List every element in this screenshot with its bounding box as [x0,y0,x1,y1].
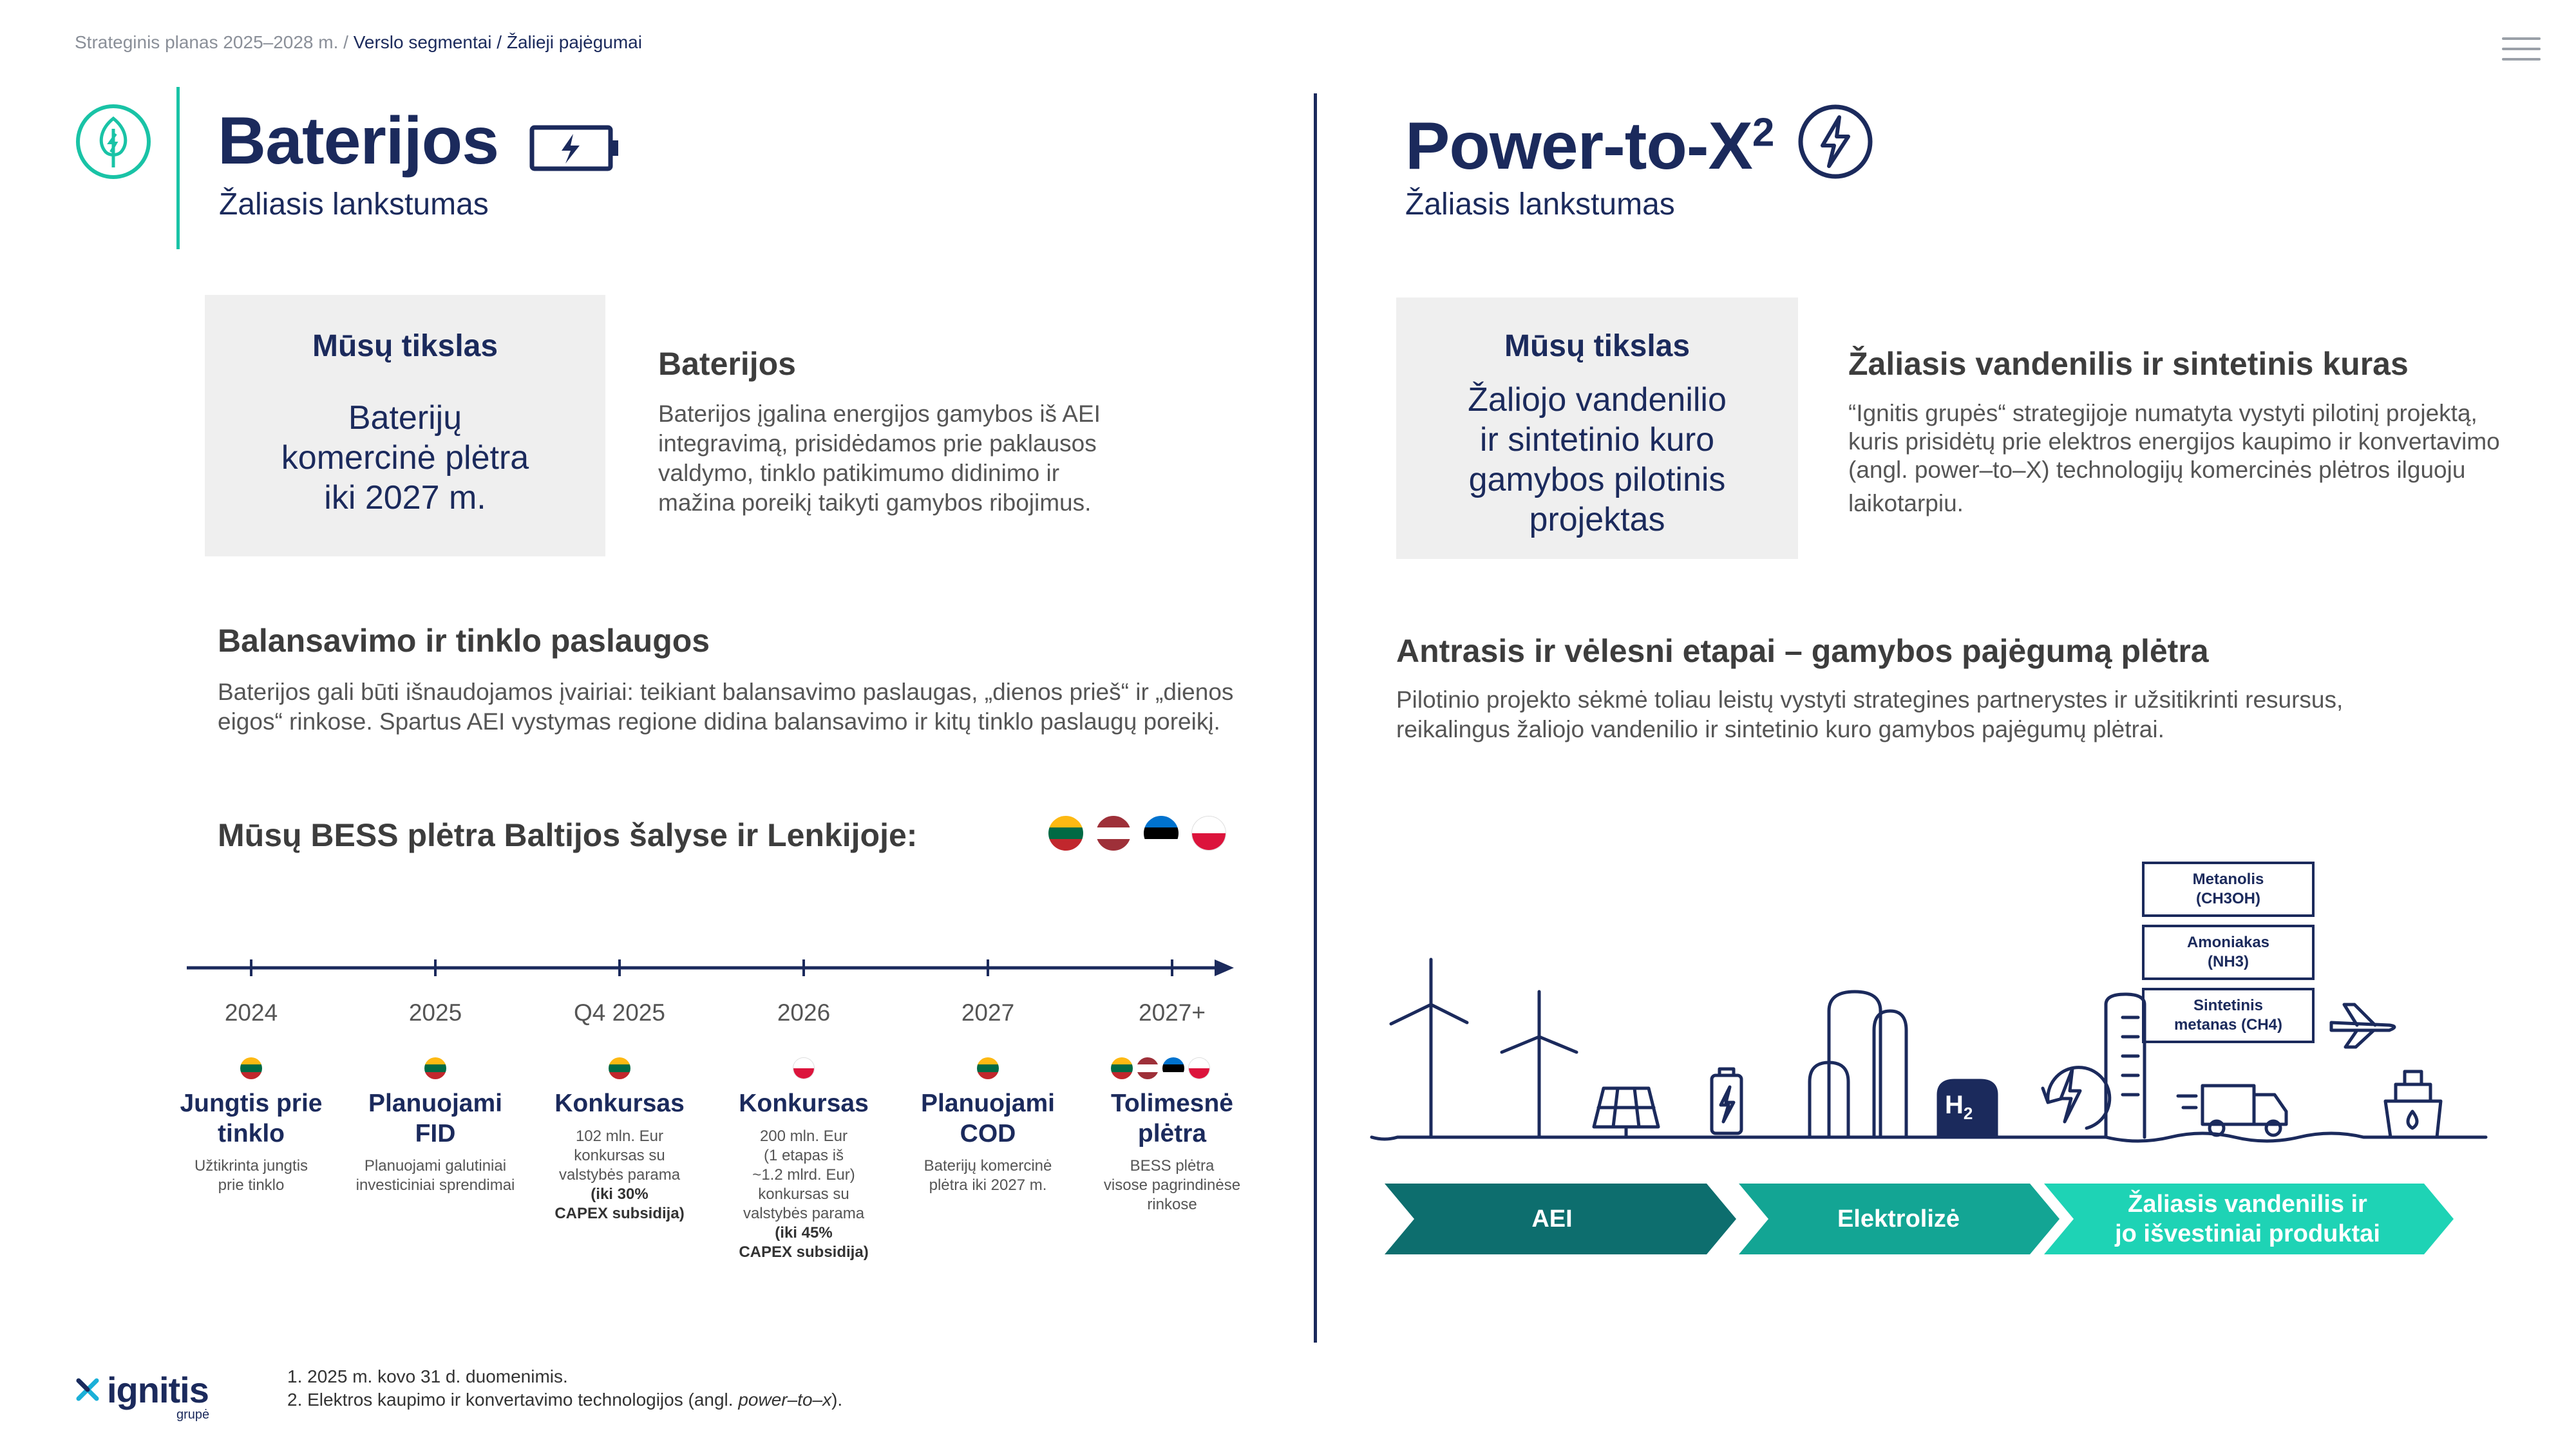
flag-lithuania-small [609,1057,630,1079]
timeline-title: Konkursas [554,1090,685,1117]
battery-icon [529,122,621,174]
flag-poland-small [793,1057,815,1079]
product-methanol: Metanolis (CH3OH) [2142,862,2315,917]
timeline-title: Jungtis prie tinklo [180,1090,323,1147]
logo-sub: grupė [176,1408,210,1422]
flag-poland-small [1188,1057,1210,1079]
timeline-year: 2025 [408,999,462,1026]
footnote-1: 1. 2025 m. kovo 31 d. duomenimis. [287,1366,568,1386]
flag-lithuania [1048,816,1083,851]
flag-estonia [1144,816,1179,851]
timeline-year: 2026 [777,999,831,1026]
bess-title: Mūsų BESS plėtra Baltijos šalyse ir Lenkijoje: [218,817,918,853]
page-title-power-to-x: Power-$to-X^2$ [1405,109,1774,184]
process-step-green-hydrogen: Žaliasis vandenilis ir jo išvestiniai produktai [2115,1191,2380,1247]
left-goal-title: Mūsų tikslas [312,329,498,363]
logo-wordmark: ignitis [107,1370,209,1410]
left-intro-text: Baterijos įgalina energijos gamybos iš AEI integravimą, prisidėdamos prie paklausos valdymo, tinklo patikimumo didinimo ir mažina poreikį taikyti gamybos ribojimus. [658,401,1101,516]
flag-latvia-small [1137,1057,1159,1079]
leaf-icon [75,103,152,180]
right-subtitle: Žaliasis lankstumas [1405,187,1675,222]
timeline-title: Planuojami FID [368,1090,503,1147]
product-synthetic-methane: Sintetinis metanas (CH4) [2142,988,2315,1043]
right-goal-box [1396,297,1798,559]
logo-mark-icon [75,1377,100,1402]
breadcrumb-root[interactable]: Strateginis planas 2025–2028 m. / [75,32,348,52]
flag-lithuania-small [1111,1057,1133,1079]
stage-text: Pilotinio projekto sėkmė toliau leistų vystyti strategines partnerystes ir užsitikrinti resursus, reikalingus žaliojo vandenilio ir sintetinio kuro gamybos pajėgumų plėtrai. [1396,686,2344,742]
product-ammonia: Amoniakas (NH3) [2142,925,2315,980]
breadcrumb-current: Verslo segmentai / Žalieji pajėgumai [353,32,642,52]
h2-label: $H_2$ [1945,1091,1973,1123]
left-subtitle: Žaliasis lankstumas [219,187,489,222]
timeline-year: Q4 2025 [574,999,665,1026]
timeline-title: Tolimesnė plėtra [1111,1090,1233,1147]
timeline-axis [187,952,1234,984]
right-goal-title: Mūsų tikslas [1504,329,1690,363]
flag-latvia [1096,816,1131,851]
right-goal-text: Žaliojo vandenilio ir sintetinio kuro gamybos pilotinis projektas [1468,381,1727,538]
balance-text: Baterijos gali būti išnaudojamos įvairiai: teikiant balansavimo paslaugas, „dienos prieš“ ir „dienos eigos“ rinkose. Spartus AEI vystymas regione didina balansavimo ir kitų tinklo paslaugų poreikį. [218,679,1234,735]
stage-title: Antrasis ir vėlesni etapai – gamybos pajėgumą plėtra [1396,633,2209,669]
balance-title: Balansavimo ir tinklo paslaugos [218,623,710,659]
timeline-year: 2024 [224,999,278,1026]
power-to-x-illustration [1365,953,2499,1146]
timeline-desc: 102 mln. Eur konkursas su valstybės parama (iki 30% CAPEX subsidija) [554,1128,685,1222]
timeline-year: 2027+ [1139,999,1206,1026]
right-intro-text: “Ignitis grupės“ strategijoje numatyta vystyti pilotinį projektą, kuris prisidėtų prie elektros energijos kaupimo ir konvertavimo (angl. power–to–X) technologijų komercinės plėtros ilguoju laikotarpiu. [1848,400,2500,516]
left-intro-title: Baterijos [658,346,796,382]
flag-estonia-small [1162,1057,1184,1079]
left-goal-box [205,295,605,556]
right-intro-title: Žaliasis vandenilis ir sintetinis kuras [1848,346,2409,382]
lightning-icon [1797,103,1874,180]
timeline-desc: Užtikrinta jungtis prie tinklo [194,1157,308,1194]
ignitis-logo[interactable] [75,1370,229,1424]
flag-poland [1191,816,1226,851]
page-title-batteries: Baterijos [218,104,499,178]
timeline-year: 2027 [961,999,1015,1026]
breadcrumb [75,32,642,53]
footnote-2: 2. Elektros kaupimo ir konvertavimo technologijos (angl. power–to–x). [287,1390,843,1410]
timeline-title: Planuojami COD [920,1090,1056,1147]
timeline-desc: BESS plėtra visose pagrindinėse rinkose [1103,1157,1241,1213]
flag-lithuania-small [977,1057,999,1079]
accent-bar [176,87,180,249]
flag-lithuania-small [240,1057,262,1079]
timeline-desc: Baterijų komercinė plėtra iki 2027 m. [923,1157,1052,1194]
timeline-desc: 200 mln. Eur (1 etapas iš ~1.2 mlrd. Eur) konkursas su valstybės parama (iki 45% CAPEX subsidija) [739,1128,869,1261]
footnotes [287,1365,842,1412]
menu-icon[interactable] [2502,37,2541,63]
process-step-electrolysis: Elektrolizė [1837,1205,1960,1232]
column-divider [1314,93,1317,1343]
timeline-desc: Planuojami galutiniai investiciniai sprendimai [355,1157,515,1194]
process-step-aei: AEI [1531,1205,1573,1232]
flag-lithuania-small [424,1057,446,1079]
left-goal-text: Baterijų komercinė plėtra iki 2027 m. [281,399,529,516]
timeline-title: Konkursas [739,1090,869,1117]
